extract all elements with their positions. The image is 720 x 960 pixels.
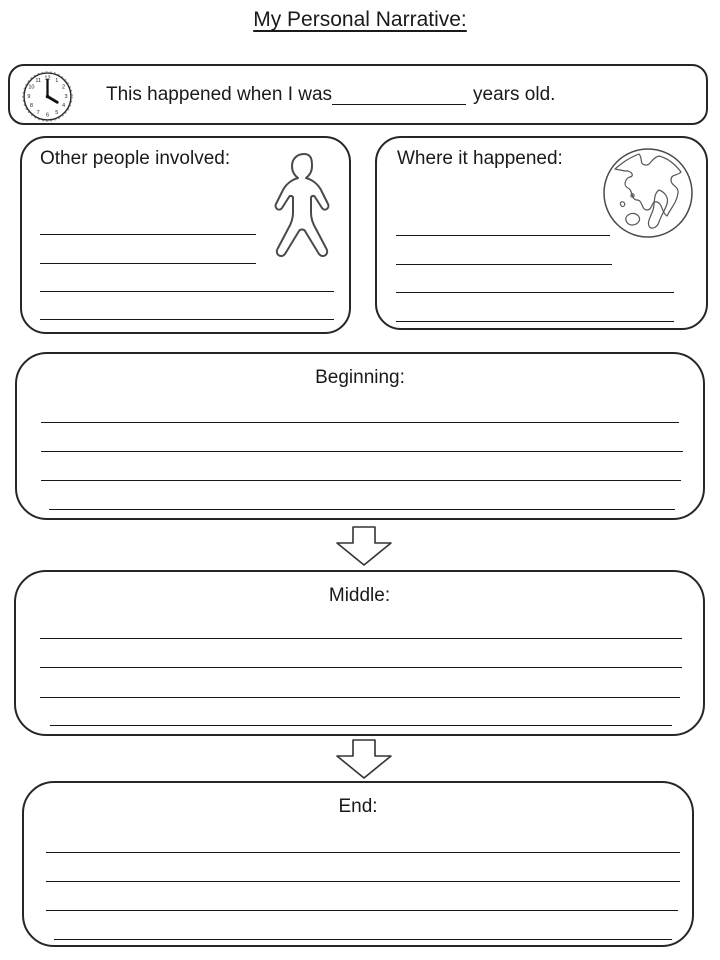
write-line[interactable] [40, 667, 682, 668]
write-line[interactable] [40, 697, 680, 698]
beginning-box [15, 352, 705, 520]
clock-icon [21, 70, 74, 123]
write-line[interactable] [50, 725, 672, 726]
write-line[interactable] [396, 235, 610, 236]
where-box-label: Where it happened: [397, 148, 563, 169]
where-box [375, 136, 708, 330]
clock-number: 2 [62, 84, 66, 91]
write-line[interactable] [40, 319, 334, 320]
clock-number: 7 [36, 110, 40, 117]
page-title: My Personal Narrative: [253, 8, 467, 31]
clock-number: 8 [29, 103, 33, 110]
write-line[interactable] [396, 264, 612, 265]
people-box [20, 136, 351, 334]
clock-number: 9 [27, 93, 31, 100]
write-line[interactable] [40, 638, 682, 639]
write-line[interactable] [54, 939, 672, 940]
end-heading: End: [338, 796, 378, 817]
write-line[interactable] [41, 422, 679, 423]
write-line[interactable] [46, 881, 680, 882]
clock-number: 11 [35, 77, 42, 84]
clock-number: 10 [28, 84, 35, 91]
clock-number: 3 [64, 93, 68, 100]
middle-heading: Middle: [328, 585, 391, 606]
write-line[interactable] [40, 234, 256, 235]
age-blank-line[interactable] [332, 85, 466, 105]
write-line[interactable] [40, 263, 256, 264]
clock-number: 6 [45, 112, 50, 119]
write-line[interactable] [40, 291, 334, 292]
clock-number: 1 [55, 77, 59, 84]
down-arrow-icon [335, 739, 393, 779]
down-arrow-icon [335, 526, 393, 566]
globe-icon [601, 146, 695, 240]
when-text-suffix: years old. [473, 83, 556, 105]
write-line[interactable] [41, 480, 681, 481]
write-line[interactable] [41, 451, 683, 452]
person-icon [267, 151, 339, 265]
write-line[interactable] [46, 852, 680, 853]
clock-number: 12 [44, 75, 51, 82]
end-box [22, 781, 694, 947]
write-line[interactable] [396, 321, 674, 322]
middle-box [14, 570, 705, 736]
write-line[interactable] [49, 509, 675, 510]
people-box-label: Other people involved: [40, 148, 231, 169]
when-box [8, 64, 708, 125]
write-line[interactable] [46, 910, 678, 911]
beginning-heading: Beginning: [315, 367, 405, 388]
clock-number: 5 [55, 110, 59, 117]
write-line[interactable] [396, 292, 674, 293]
clock-number: 4 [62, 103, 66, 110]
when-text-prefix: This happened when I was [106, 83, 333, 105]
